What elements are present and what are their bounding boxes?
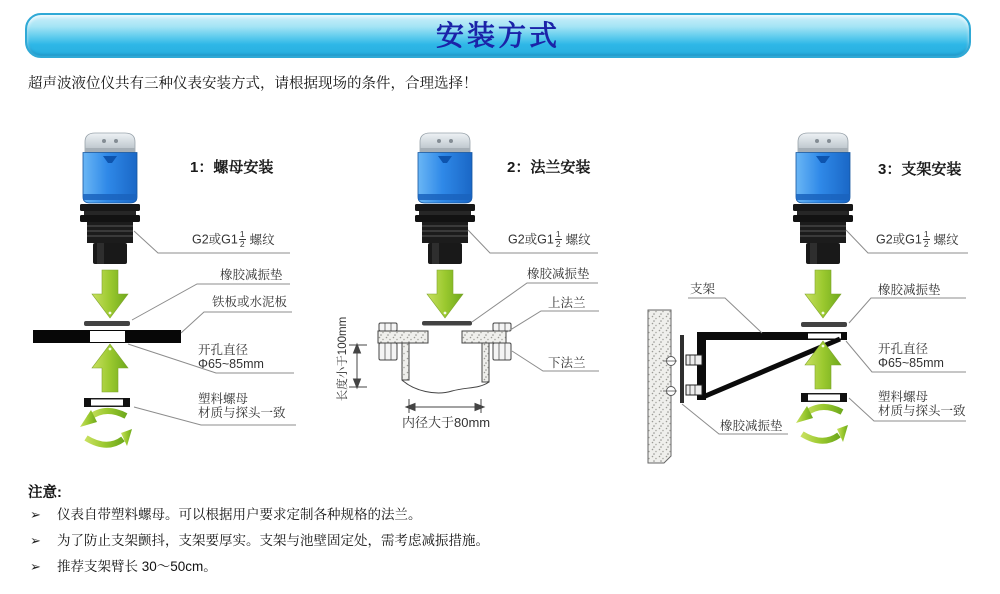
flange-drawing [378,323,511,393]
sensor-device [793,133,853,264]
bullet-arrow-icon: ➢ [30,507,41,522]
down-arrow-icon [427,270,463,318]
note-item: ➢ 推荐支架臂长 30～50cm。 [30,559,217,574]
diagram1-title: 1：螺母安装 [190,159,274,176]
plate-label: 铁板或水泥板 [212,295,288,309]
plastic-nut [84,398,130,407]
mounting-plate [33,330,181,343]
rubber-pad-label: 橡胶减振垫 [220,268,283,282]
rotate-arrows-icon [80,410,132,446]
diagram3-title: 3：支架安装 [878,161,962,178]
thread-label: G2或G1 $\frac{1}{2}$ 螺纹 [508,229,591,249]
rubber-pad [801,322,847,327]
sensor-device [80,133,140,264]
wall-rubber-pad [680,335,684,403]
rubber-pad-label: 橡胶减振垫 [527,267,590,281]
thread-label: G2或G1 $\frac{1}{2}$ 螺纹 [876,229,959,249]
vertical-dimension-label: 长度小于100mm [337,316,349,402]
up-arrow-icon [92,344,128,392]
diagram2-title: 2：法兰安装 [507,159,591,176]
horizontal-dimension-label: 内径大于80mm [402,415,491,430]
note-item: ➢ 为了防止支架颤抖，支架要厚实。支架与池壁固定处，需考虑减振措施。 [30,533,489,548]
bullet-arrow-icon: ➢ [30,533,41,548]
thread-label: G2或G1 $\frac{1}{2}$ 螺纹 [192,229,275,249]
intro-text: 超声波液位仪共有三种仪表安装方式，请根据现场的条件，合理选择！ [28,76,478,92]
lower-flange-label: 下法兰 [548,356,586,370]
note-item: ➢ 仪表自带塑料螺母。可以根据用户要求定制各种规格的法兰。 [30,507,422,522]
bullet-arrow-icon: ➢ [30,559,41,574]
rubber-pad-label: 橡胶减振垫 [878,283,941,297]
rubber-pad [422,321,472,326]
down-arrow-icon [805,270,841,318]
plastic-nut-label: 塑料螺母 材质与探头一致 [878,390,966,418]
dimension-lines [349,344,484,413]
page-title: 安装方式 [435,20,560,51]
wall [648,310,677,463]
rotate-arrows-icon [796,406,848,442]
plastic-nut [801,393,847,402]
bracket-label: 支架 [690,282,716,296]
upper-flange-label: 上法兰 [548,296,586,310]
plastic-nut-label: 塑料螺母 材质与探头一致 [198,392,286,420]
down-arrow-icon [92,270,128,318]
notes-heading: 注意: [28,485,62,501]
hole-diameter-label: 开孔直径 Φ65~85mm [878,342,944,370]
hole-diameter-label: 开孔直径 Φ65~85mm [198,343,264,371]
rubber-pad [84,321,130,326]
sensor-device [415,133,475,264]
up-arrow-icon [805,341,841,389]
wall-pad-label: 橡胶减振垫 [720,419,783,433]
